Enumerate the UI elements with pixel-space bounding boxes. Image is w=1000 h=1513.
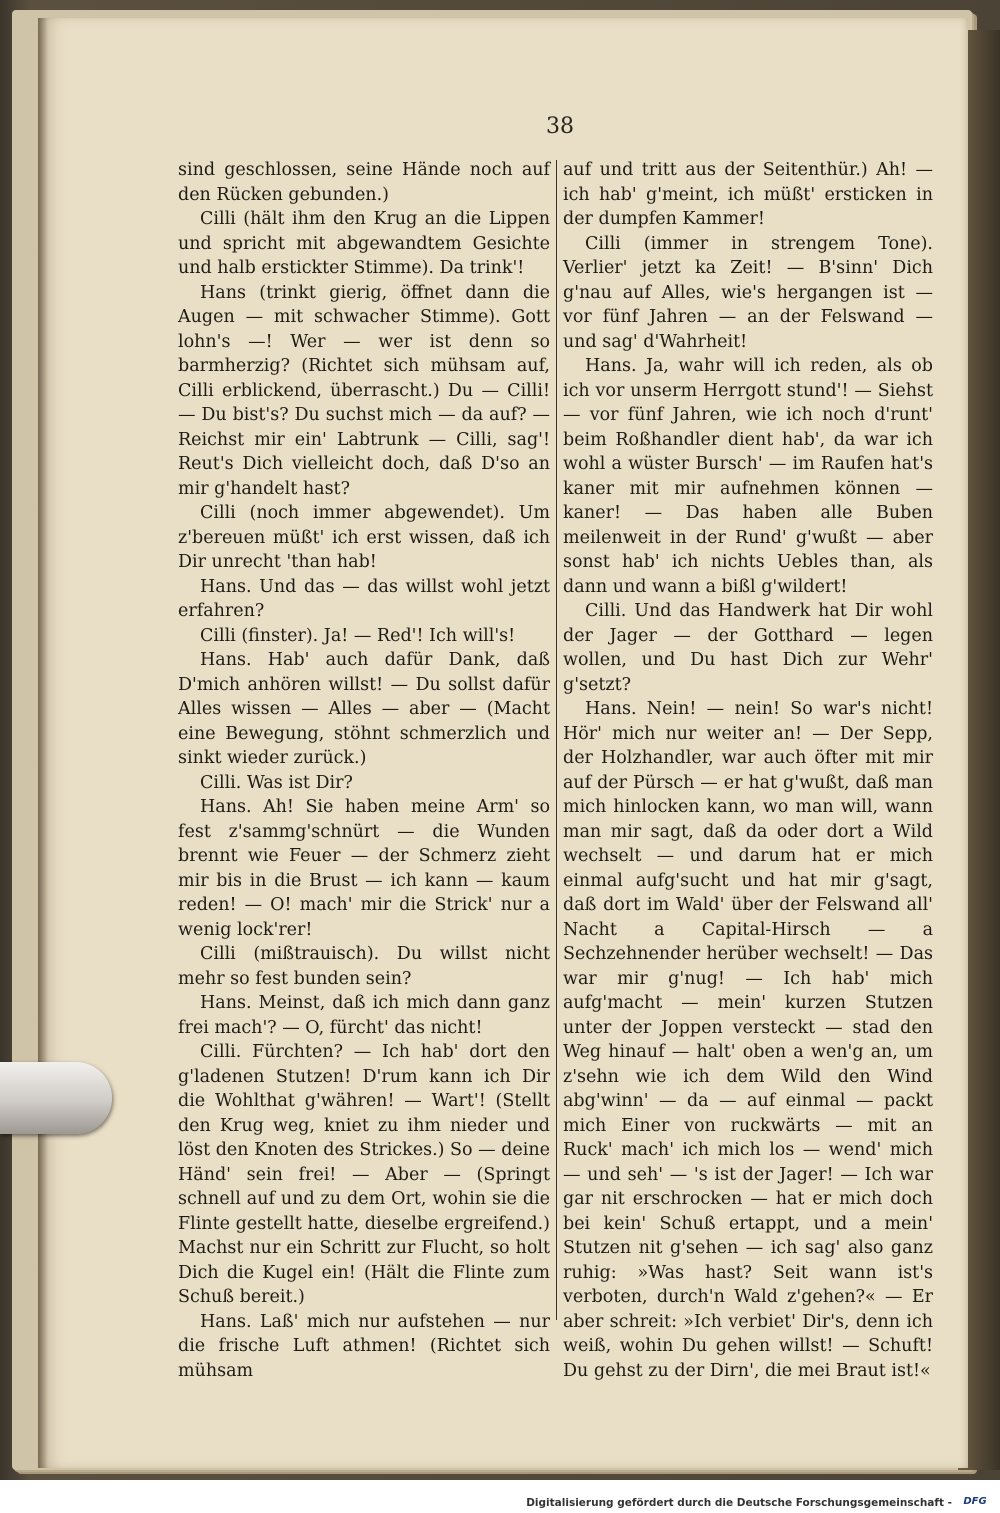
- right-text-column: [563, 158, 933, 1383]
- bookmark-tab: [0, 1062, 112, 1134]
- paragraph: Cilli (immer in strengem Tone). Verlier' jetzt ka Zeit! — B'sinn' Dich g'nau auf Alles, wie's hergangen ist — vor fünf Jahren — an der Felswand — und sag' d'Wahrheit!: [563, 233, 933, 352]
- paragraph: Cilli (hält ihm den Krug an die Lippen und spricht mit abgewandtem Gesichte und halb erstickter Stimme). Da trink'!: [178, 209, 550, 278]
- paragraph: Cilli. Fürchten? — Ich hab' dort den g'ladenen Stutzen! D'rum kann ich Dir die Wohlthat g'währen! — Wart'! (Stellt den Krug weg, kniet zu ihm nieder und löst den Knoten des Strickes.) So — deine Händ' sein frei! — Aber — (Springt schnell auf und zu dem Ort, wohin sie die Flinte gestellt hatte, dieselbe ergreifend.) Machst nur ein Schritt zur Flucht, so holt Dich die Kugel ein! (Hält die Flinte zum Schuß bereit.): [178, 1042, 550, 1307]
- paragraph: sind geschlossen, seine Hände noch auf den Rücken gebunden.): [178, 160, 550, 205]
- paragraph: Hans. Ah! Sie haben meine Arm' so fest z'sammg'schnürt — die Wunden brennt wie Feuer — der Schmerz zieht mir bis in die Brust — ich kann — kaum reden! — O! mach' mir die Strick' nur a wenig lock'rer!: [178, 797, 550, 940]
- paragraph: Hans (trinkt gierig, öffnet dann die Augen — mit schwacher Stimme). Gott lohn's —! Wer — wer ist denn so barmherzig? (Richtet sich mühsam auf, Cilli erblickend, überrascht.) Du — Cilli! — Du bist's? Du suchst mich — da auf? — Reichst mir ein' Labtrunk — Cilli, sag'! Reut's Dich vielleicht doch, daß D'so an mir g'handelt hast?: [178, 282, 550, 499]
- paragraph: Cilli (noch immer abgewendet). Um z'bereuen müßt' ich erst wissen, daß ich Dir unrecht 'than hab!: [178, 503, 550, 572]
- dfg-logo: DFG: [963, 1496, 987, 1507]
- column-divider: [556, 160, 557, 1320]
- paragraph: Hans. Ja, wahr will ich reden, als ob ich vor unserm Herrgott stund'! — Siehst — vor fünf Jahren, wie ich noch d'runt' beim Roßhandler dient hab', da war ich wohl a wüster Bursch' — im Raufen hat's kaner mit mir aufnehmen können — kaner! — Das haben alle Buben meilenweit in der Rund' g'wußt — aber sonst hab' ich nichts Uebles than, als dann und wann a bißl g'wildert!: [563, 356, 933, 597]
- paragraph: auf und tritt aus der Seitenthür.) Ah! — ich hab' g'meint, ich müßt' ersticken in der dumpfen Kammer!: [563, 160, 933, 229]
- paragraph: Hans. Laß' mich nur aufstehen — nur die frische Luft athmen! (Richtet sich mühsam: [178, 1311, 550, 1381]
- paragraph: Hans. Und das — das willst wohl jetzt erfahren?: [178, 576, 550, 621]
- funding-notice: Digitalisierung gefördert durch die Deutsche Forschungsgemeinschaft -: [526, 1497, 952, 1509]
- paragraph: Hans. Nein! — nein! So war's nicht! Hör' mich nur weiter an! — Der Sepp, der Holzhandler, war auch öfter mit mir auf der Pürsch — er hat g'wußt, daß man mich hinlocken kann, wo man will, wann man mir sagt, daß da oder dort a Wild wechselt — und darum hat er mich einmal aufg'sucht und hat mir g'sagt, daß dort im Wald' über der Felswand all' Nacht a Capital-Hirsch — a Sechzehnender herüber wechselt! — Das war mir g'nug! — Ich hab' mich aufg'macht — mein' kurzen Stutzen unter der Joppen versteckt — stad den Weg hinauf — halt' oben a wen'g an, um z'sehn wie ich dem Wild den Wind abg'winn' — da — auf einmal — packt mich Einer von ruckwärts — mit an Ruck' mach' ich mich los — wend' mich — und seh' — 's ist der Jager! — Ich war gar nit erschrocken — hat er mich doch bei kein' Schuß ertappt, und a mein' Stutzen nit g'sehen — ich sag' also ganz ruhig: »Was hast? Seit wann ist's verboten, durch'n Wald z'gehen?« — Er aber schreit: »Ich verbiet' Dir's, denn ich weiß, wohin Du gehen willst! — Schuft! Du gehst zu der Dirn', die mei Braut ist!«: [563, 699, 933, 1381]
- left-text-column: [178, 158, 550, 1383]
- paragraph: Cilli (finster). Ja! — Red'! Ich will's!: [200, 625, 516, 646]
- paragraph: Hans. Meinst, daß ich mich dann ganz frei mach'? — O, fürcht' das nicht!: [178, 993, 550, 1038]
- paragraph: Cilli (mißtrauisch). Du willst nicht mehr so fest bunden sein?: [178, 944, 550, 989]
- paragraph: Cilli. Und das Handwerk hat Dir wohl der Jager — der Gotthard — legen wollen, und Du hast Dich zur Wehr' g'setzt?: [563, 601, 933, 695]
- page-number: 38: [546, 114, 574, 139]
- paragraph: Cilli. Was ist Dir?: [200, 772, 353, 793]
- paragraph: Hans. Hab' auch dafür Dank, daß D'mich anhören willst! — Du sollst dafür Alles wissen — Alles — aber — (Macht eine Bewegung, stöhnt schmerzlich und sinkt wieder zurück.): [178, 650, 550, 768]
- page-gutter-shadow: [38, 18, 48, 1468]
